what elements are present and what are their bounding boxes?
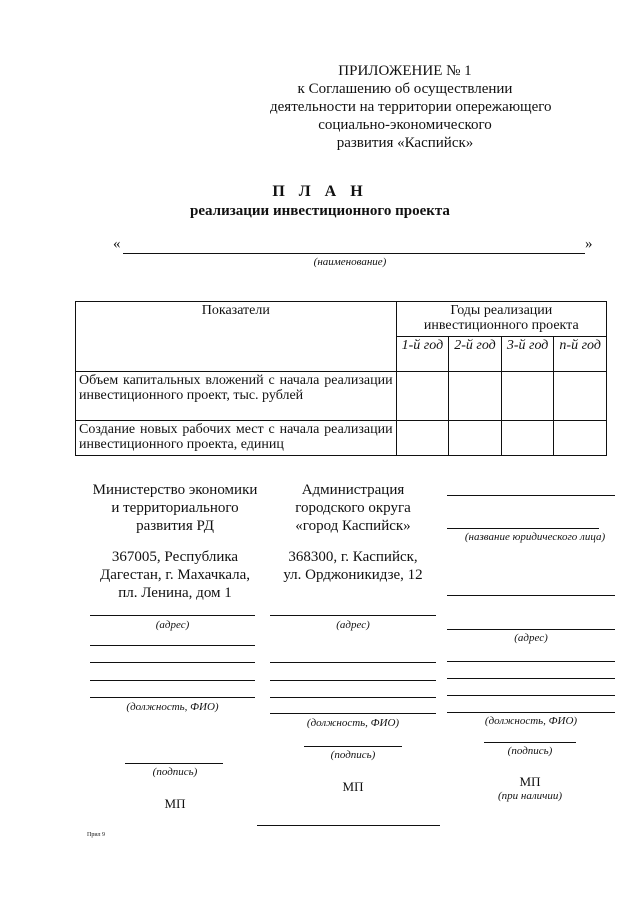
quote-open: « [113,236,121,252]
table-row [76,421,607,456]
table-header-row [76,302,607,337]
position-line [447,712,615,713]
blank-line [447,661,615,662]
footer-line [257,825,440,826]
party1-org [80,481,270,535]
table-cell[interactable] [449,372,502,421]
party2-address [268,548,438,584]
signature-line [304,746,402,747]
party3-signature-caption: (подпись) [507,745,553,757]
blank-line [270,697,436,698]
org-line: Администрация [301,482,405,498]
project-name-line [123,253,585,254]
plan-title: П Л А Н [272,183,368,200]
org-line: и территориального [111,500,239,516]
appendix-line: социально-экономического [318,117,492,133]
table-cell[interactable] [396,372,449,421]
table-cell[interactable] [396,421,449,456]
appendix-line: развития «Каспийск» [336,135,474,151]
year-header: n-й год [554,337,607,372]
project-name-caption: (наименование) [313,256,387,268]
party1-stamp: МП [164,796,186,811]
quote-close: » [585,236,593,252]
address-line: 367005, Республика [111,549,239,565]
party1-signature-caption: (подпись) [152,766,198,778]
blank-line [270,680,436,681]
party3-stamp-note: (при наличии) [497,790,563,802]
appendix-line: деятельности на территории опережающего [270,99,552,115]
party2-address-caption: (адрес) [336,619,370,631]
org-line: Министерство экономики [92,482,258,498]
signature-line [125,763,223,764]
appendix-line: к Соглашению об осуществлении [297,81,513,97]
address-line: ул. Орджоникидзе, 12 [283,567,423,583]
table-cell[interactable] [554,421,607,456]
address-line: 368300, г. Каспийск, [288,549,418,565]
blank-line [447,695,615,696]
code-mark: Прил 9 [87,832,106,838]
company-name-line [447,528,599,529]
address-line-rule [270,615,436,616]
party1-address [80,548,270,602]
year-header: 3-й год [501,337,554,372]
blank-line [447,678,615,679]
party2-org [268,481,438,535]
plan-subtitle: реализации инвестиционного проекта [190,203,450,219]
blank-line [90,680,255,681]
party2-stamp: МП [342,779,364,794]
indicator-label: Создание новых рабочих мест с начала реализации инвестиционного проекта, единиц [76,421,397,456]
address-line-rule [447,629,615,630]
party3-name-caption: (название юридического лица) [464,531,606,543]
position-line [270,713,436,714]
address-line: пл. Ленина, дом 1 [118,585,232,601]
party3-address-caption: (адрес) [514,632,548,644]
table-cell[interactable] [501,372,554,421]
party1-address-caption: (адрес) [155,619,190,631]
party3-stamp: МП [519,774,541,789]
blank-line [447,595,615,596]
party2-position-caption: (должность, ФИО) [306,717,400,729]
blank-line [270,662,436,663]
table-row [76,372,607,421]
table-cell[interactable] [554,372,607,421]
table-cell[interactable] [501,421,554,456]
address-line: Дагестан, г. Махачкала, [99,567,251,583]
org-line: «город Каспийск» [295,518,411,534]
blank-line [447,495,615,496]
header-years: Годы реализации инвестиционного проекта [396,302,606,337]
party3-position-caption: (должность, ФИО) [484,715,578,727]
appendix-title: ПРИЛОЖЕНИЕ № 1 [338,63,472,79]
year-header: 1-й год [396,337,449,372]
signature-line [484,742,576,743]
blank-line [90,662,255,663]
blank-line [90,645,255,646]
org-line: развития РД [136,518,214,534]
position-line [90,697,255,698]
plan-table [75,301,607,456]
party2-signature-caption: (подпись) [330,749,376,761]
indicator-label: Объем капитальных вложений с начала реализации инвестиционного проект, тыс. рублей [76,372,397,421]
appendix-header [270,62,552,152]
party1-position-caption: (должность, ФИО) [126,701,219,713]
org-line: городского округа [295,500,411,516]
header-indicators: Показатели [76,302,397,372]
table-cell[interactable] [449,421,502,456]
address-line-rule [90,615,255,616]
year-header: 2-й год [449,337,502,372]
